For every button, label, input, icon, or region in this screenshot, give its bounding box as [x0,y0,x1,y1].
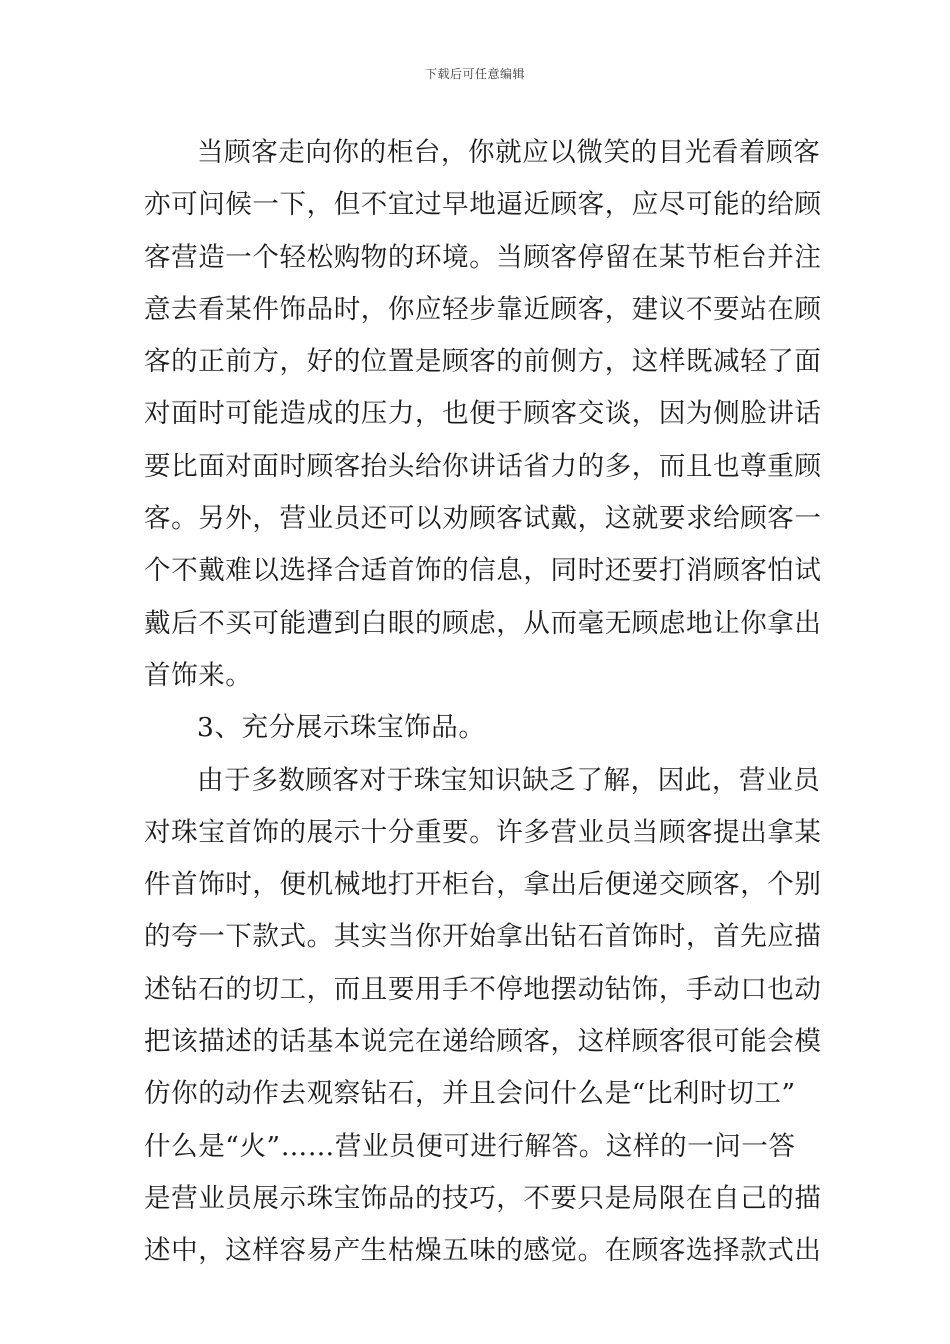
paragraph-line: 述中，这样容易产生枯燥五味的感觉。在顾客选择款式出 [144,1235,822,1267]
paragraph-line: 的夸一下款式。其实当你开始拿出钻石首饰时，首先应描 [144,921,822,953]
paragraph-line: 首饰来。 [144,659,253,691]
paragraph-line: 客营造一个轻松购物的环境。当顾客停留在某节柜台并注 [144,241,822,273]
paragraph-line: 件首饰时，便机械地打开柜台，拿出后便递交顾客，个别 [144,869,822,901]
paragraph-line: 对珠宝首饰的展示十分重要。许多营业员当顾客提出拿某 [144,816,822,848]
paragraph-line: 什么是“火”……营业员便可进行解答。这样的一问一答 [144,1130,796,1162]
paragraph-line: 客的正前方，好的位置是顾客的前侧方，这样既减轻了面 [144,346,822,378]
section-heading: 3、充分展示珠宝饰品。 [197,712,486,744]
paragraph-line: 戴后不买可能遭到白眼的顾虑，从而毫无顾虑地让你拿出 [144,607,822,639]
paragraph-line: 要比面对面时顾客抬头给你讲话省力的多，而且也尊重顾 [144,450,822,482]
paragraph-line: 个不戴难以选择合适首饰的信息，同时还要打消顾客怕试 [144,555,822,587]
paragraph-line: 述钻石的切工，而且要用手不停地摆动钻饰，手动口也动 [144,973,822,1005]
paragraph-line: 仿你的动作去观察钻石，并且会问什么是“比利时切工” [144,1078,796,1110]
paragraph-line: 把该描述的话基本说完在递给顾客，这样顾客很可能会模 [144,1026,822,1058]
body-text [144,127,822,1278]
paragraph-line: 意去看某件饰品时，你应轻步靠近顾客，建议不要站在顾 [144,293,822,325]
paragraph-line: 当顾客走向你的柜台，你就应以微笑的目光看着顾客 [197,137,821,168]
paragraph-line: 客。另外，营业员还可以劝顾客试戴，这就要求给顾客一 [144,503,822,535]
paragraph-line: 由于多数顾客对于珠宝知识缺乏了解，因此，营业员 [197,764,821,796]
paragraph-line: 是营业员展示珠宝饰品的技巧，不要只是局限在自己的描 [144,1182,822,1214]
paragraph-line: 亦可问候一下，但不宜过早地逼近顾客，应尽可能的给顾 [144,189,822,221]
paragraph-line: 对面时可能造成的压力，也便于顾客交谈，因为侧脸讲话 [144,398,822,430]
page-header-note: 下载后可任意编辑 [424,67,525,81]
